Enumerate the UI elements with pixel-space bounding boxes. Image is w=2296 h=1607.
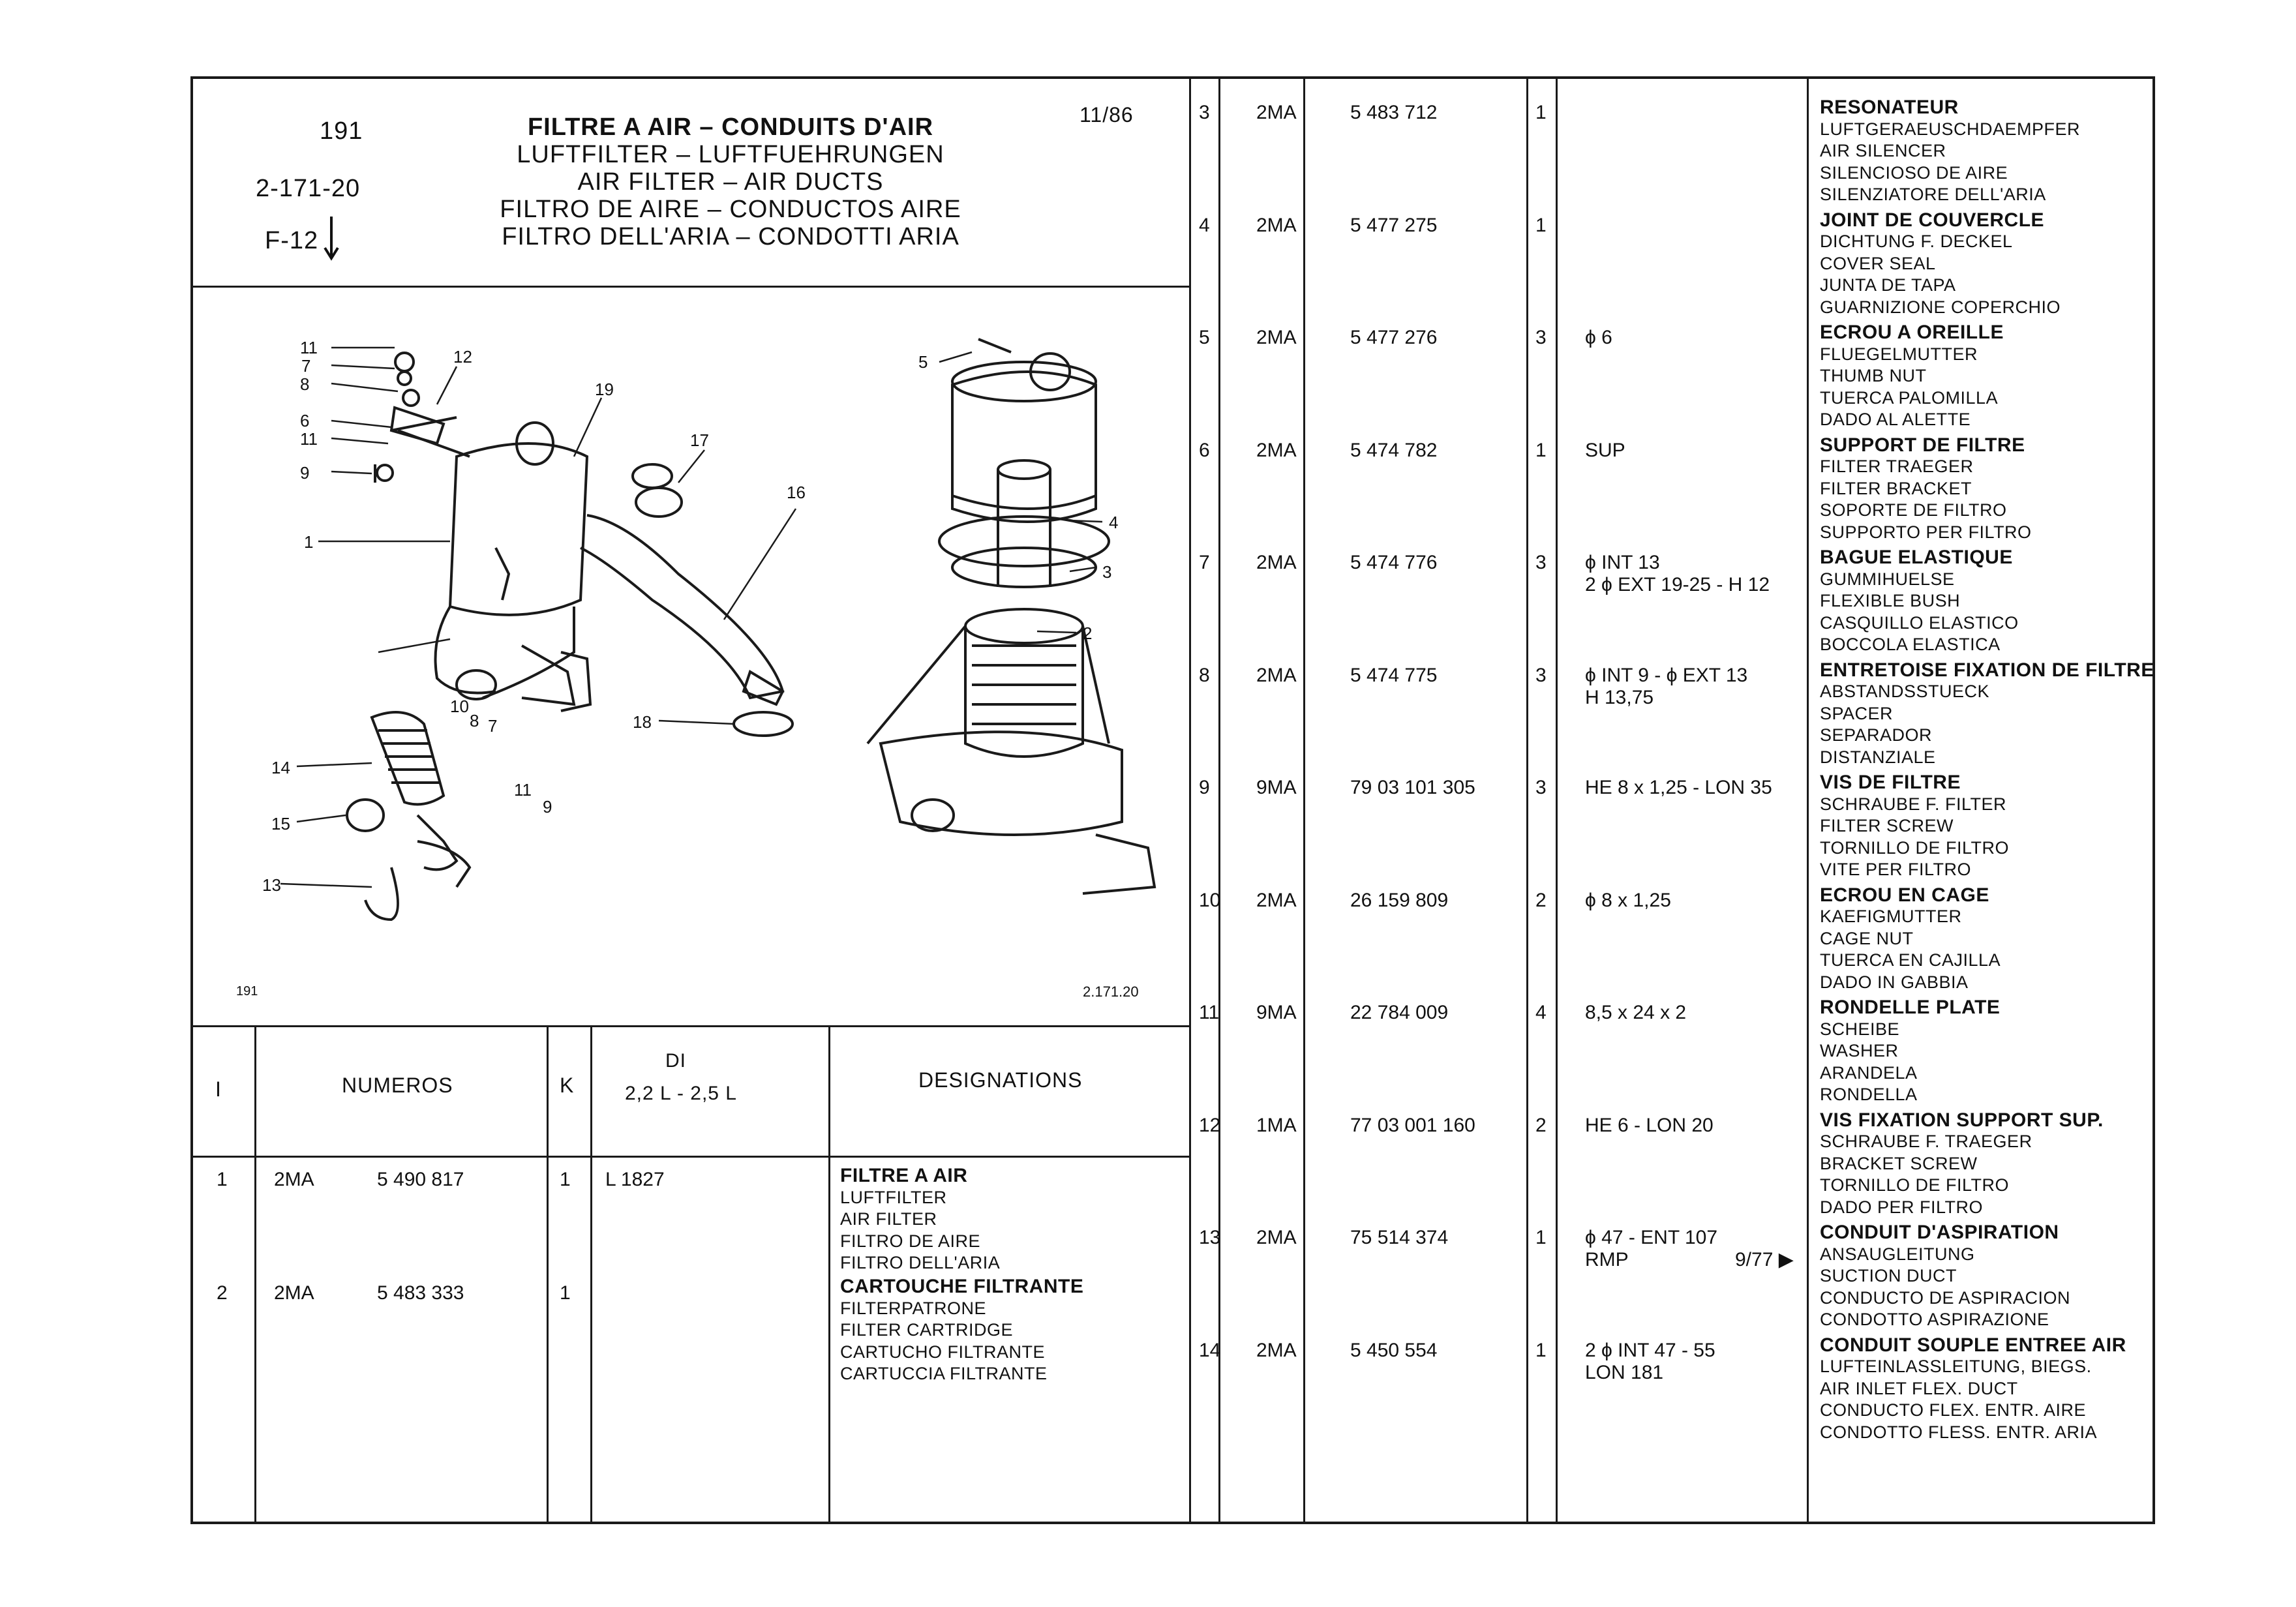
col-header-numeros: NUMEROS xyxy=(342,1074,453,1097)
row-designation: ECROU EN CAGE KAEFIGMUTTER CAGE NUT TUERCA EN CAJILLA DADO IN GABBIA xyxy=(1820,884,2001,992)
row-code: 2MA xyxy=(1256,102,1297,123)
row-quantity: 1 xyxy=(1535,1227,1547,1248)
row-number: 11 xyxy=(1199,1002,1220,1023)
callout-8-b: 8 xyxy=(470,711,479,730)
callout-9-b: 9 xyxy=(543,797,552,817)
row-designation: JOINT DE COUVERCLE DICHTUNG F. DECKEL COVER SEAL JUNTA DE TAPA GUARNIZIONE COPERCHIO xyxy=(1820,209,2061,317)
callout-12: 12 xyxy=(453,347,472,367)
title-it: FILTRO DELL'ARIA – CONDOTTI ARIA xyxy=(502,223,959,250)
row-quantity: 2 xyxy=(1535,889,1547,911)
row-code: 2MA xyxy=(274,1282,314,1304)
col-header-di: DI xyxy=(665,1050,686,1072)
callout-7-b: 7 xyxy=(488,716,498,736)
row-date-note: 9/77 ▶ xyxy=(1735,1249,1794,1270)
row-part-number: 79 03 101 305 xyxy=(1350,777,1475,798)
row-code: 2MA xyxy=(1256,1227,1297,1248)
callout-11-c: 11 xyxy=(514,780,532,800)
callout-1: 1 xyxy=(304,532,314,552)
col-header-designations: DESIGNATIONS xyxy=(918,1068,1083,1092)
row-dimension: ϕ INT 9 - ϕ EXT 13 xyxy=(1585,664,1748,686)
title-es: FILTRO DE AIRE – CONDUCTOS AIRE xyxy=(500,196,961,223)
row-designation: FILTRE A AIR LUFTFILTER AIR FILTER FILTRO DE AIRE FILTRO DELL'ARIA xyxy=(840,1165,1001,1272)
row-code: 2MA xyxy=(1256,214,1297,236)
callout-2: 2 xyxy=(1083,623,1093,643)
row-part-number: 5 477 276 xyxy=(1350,327,1438,348)
callout-8-a: 8 xyxy=(300,374,310,394)
row-number: 10 xyxy=(1199,889,1221,911)
title-fr: FILTRE A AIR – CONDUITS D'AIR xyxy=(527,113,934,141)
row-part-number: 77 03 001 160 xyxy=(1350,1114,1475,1136)
row-number: 12 xyxy=(1199,1114,1221,1136)
row-dimension: ϕ INT 13 xyxy=(1585,552,1660,573)
title-en: AIR FILTER – AIR DUCTS xyxy=(577,168,884,196)
row-number: 2 xyxy=(217,1282,228,1304)
row-part-number: 5 490 817 xyxy=(377,1169,464,1190)
filter-housing-left xyxy=(436,423,591,711)
row-designation: CONDUIT SOUPLE ENTREE AIR LUFTEINLASSLEITUNG, BIEGS. AIR INLET FLEX. DUCT CONDUCTO FLEX. ENTR. AIRE CONDOTTO FLESS. ENTR. ARIA xyxy=(1820,1334,2126,1442)
callout-17: 17 xyxy=(690,430,709,450)
row-quantity: 1 xyxy=(1535,439,1547,461)
row-code: 2MA xyxy=(274,1169,314,1190)
row-dimension: HE 6 - LON 20 xyxy=(1585,1114,1714,1136)
callout-19: 19 xyxy=(595,380,614,399)
page-number: 191 xyxy=(320,117,363,145)
row-dimension: LON 181 xyxy=(1585,1361,1664,1383)
row-quantity: 3 xyxy=(1535,327,1547,348)
callout-10: 10 xyxy=(450,697,469,716)
filter-exploded-right xyxy=(868,339,1155,894)
callout-7-a: 7 xyxy=(301,356,311,376)
callout-15: 15 xyxy=(271,814,290,834)
row-part-number: 5 474 782 xyxy=(1350,439,1438,461)
row-dimension: 8,5 x 24 x 2 xyxy=(1585,1002,1687,1023)
row-dimension: ϕ 47 - ENT 107 xyxy=(1585,1227,1718,1248)
row-quantity: 1 xyxy=(1535,102,1547,123)
callout-9-a: 9 xyxy=(300,463,310,483)
col-header-k: K xyxy=(560,1074,575,1097)
diagram-corner-right: 2.171.20 xyxy=(1083,984,1139,1000)
row-code: 2MA xyxy=(1256,327,1297,348)
row-quantity: 2 xyxy=(1535,1114,1547,1136)
row-part-number: 75 514 374 xyxy=(1350,1227,1449,1248)
row-designation: VIS DE FILTRE SCHRAUBE F. FILTER FILTER SCREW TORNILLO DE FILTRO VITE PER FILTRO xyxy=(1820,772,2010,879)
clamp-18 xyxy=(734,712,793,736)
callout-13: 13 xyxy=(262,875,281,895)
row-number: 6 xyxy=(1199,439,1210,461)
row-dimension: H 13,75 xyxy=(1585,686,1654,708)
row-dimension: ϕ 8 x 1,25 xyxy=(1585,889,1671,911)
row-quantity: 1 xyxy=(1535,214,1547,236)
row-designation: SUPPORT DE FILTRE FILTER TRAEGER FILTER BRACKET SOPORTE DE FILTRO SUPPORTO PER FILTRO xyxy=(1820,434,2032,542)
row-part-number: 5 483 712 xyxy=(1350,102,1438,123)
col-header-di-sub: 2,2 L - 2,5 L xyxy=(625,1083,737,1104)
revision-date: 11/86 xyxy=(1080,103,1134,127)
col-header-index: I xyxy=(215,1077,222,1101)
callout-14: 14 xyxy=(271,758,290,777)
row-code: 2MA xyxy=(1256,664,1297,686)
sheet-code: F-12 xyxy=(265,227,319,254)
row-code: 1MA xyxy=(1256,1114,1297,1136)
row-dimension: RMP xyxy=(1585,1249,1629,1270)
row-dimension: 2 ϕ EXT 19-25 - H 12 xyxy=(1585,574,1770,595)
air-duct-16 xyxy=(581,488,783,704)
row-part-number: 26 159 809 xyxy=(1350,889,1449,911)
row-quantity: 1 xyxy=(560,1169,571,1190)
row-part-number: 5 474 775 xyxy=(1350,664,1438,686)
row-code: 2MA xyxy=(1256,552,1297,573)
callout-6: 6 xyxy=(300,411,310,430)
row-quantity: 1 xyxy=(1535,1339,1547,1361)
callout-3: 3 xyxy=(1102,562,1112,582)
clamp-15 xyxy=(347,800,384,831)
row-number: 13 xyxy=(1199,1227,1221,1248)
row-number: 14 xyxy=(1199,1339,1221,1361)
row-number: 9 xyxy=(1199,777,1210,798)
row-dimension: 2 ϕ INT 47 - 55 xyxy=(1585,1339,1715,1361)
row-number: 3 xyxy=(1199,102,1210,123)
row-number: 7 xyxy=(1199,552,1210,573)
row-dimension: SUP xyxy=(1585,439,1625,461)
row-quantity: 1 xyxy=(560,1282,571,1304)
callout-5: 5 xyxy=(918,352,928,372)
row-dimension: HE 8 x 1,25 - LON 35 xyxy=(1585,777,1772,798)
row-code: 2MA xyxy=(1256,439,1297,461)
diagram-corner-left: 191 xyxy=(236,984,258,999)
row-number: 1 xyxy=(217,1169,228,1190)
callout-11-a: 11 xyxy=(300,338,318,357)
row-quantity: 3 xyxy=(1535,664,1547,686)
row-dimension: ϕ 6 xyxy=(1585,327,1612,348)
callout-16: 16 xyxy=(787,483,806,502)
clamp-17 xyxy=(633,464,672,488)
section-code: 2-171-20 xyxy=(256,175,361,202)
row-dimension: L 1827 xyxy=(605,1169,665,1190)
row-part-number: 5 483 333 xyxy=(377,1282,464,1304)
callout-4: 4 xyxy=(1109,513,1119,532)
row-code: 9MA xyxy=(1256,777,1297,798)
flex-duct-14 xyxy=(365,712,470,920)
row-part-number: 5 474 776 xyxy=(1350,552,1438,573)
row-designation: ECROU A OREILLE FLUEGELMUTTER THUMB NUT TUERCA PALOMILLA DADO AL ALETTE xyxy=(1820,322,2004,429)
row-number: 4 xyxy=(1199,214,1210,236)
row-number: 8 xyxy=(1199,664,1210,686)
row-designation: CONDUIT D'ASPIRATION ANSAUGLEITUNG SUCTION DUCT CONDUCTO DE ASPIRACION CONDOTTO ASPIRAZIONE xyxy=(1820,1222,2071,1329)
row-designation: RESONATEUR LUFTGERAEUSCHDAEMPFER AIR SILENCER SILENCIOSO DE AIRE SILENZIATORE DELL'ARIA xyxy=(1820,97,2081,204)
row-part-number: 22 784 009 xyxy=(1350,1002,1449,1023)
row-part-number: 5 450 554 xyxy=(1350,1339,1438,1361)
row-part-number: 5 477 275 xyxy=(1350,214,1438,236)
row-designation: VIS FIXATION SUPPORT SUP. SCHRAUBE F. TRAEGER BRACKET SCREW TORNILLO DE FILTRO DADO PER FILTRO xyxy=(1820,1109,2104,1217)
row-designation: ENTRETOISE FIXATION DE FILTRE ABSTANDSSTUECK SPACER SEPARADOR DISTANZIALE xyxy=(1820,659,2154,767)
row-quantity: 3 xyxy=(1535,777,1547,798)
row-code: 2MA xyxy=(1256,889,1297,911)
row-number: 5 xyxy=(1199,327,1210,348)
row-code: 9MA xyxy=(1256,1002,1297,1023)
callout-18: 18 xyxy=(633,712,652,732)
row-designation: CARTOUCHE FILTRANTE FILTERPATRONE FILTER CARTRIDGE CARTUCHO FILTRANTE CARTUCCIA FILTRANTE xyxy=(840,1276,1084,1383)
row-designation: RONDELLE PLATE SCHEIBE WASHER ARANDELA RONDELLA xyxy=(1820,997,2001,1104)
title-de: LUFTFILTER – LUFTFUEHRUNGEN xyxy=(517,141,944,168)
row-quantity: 4 xyxy=(1535,1002,1547,1023)
row-code: 2MA xyxy=(1256,1339,1297,1361)
row-quantity: 3 xyxy=(1535,552,1547,573)
row-designation: BAGUE ELASTIQUE GUMMIHUELSE FLEXIBLE BUSH CASQUILLO ELASTICO BOCCOLA ELASTICA xyxy=(1820,547,2019,654)
callout-11-b: 11 xyxy=(300,429,318,449)
